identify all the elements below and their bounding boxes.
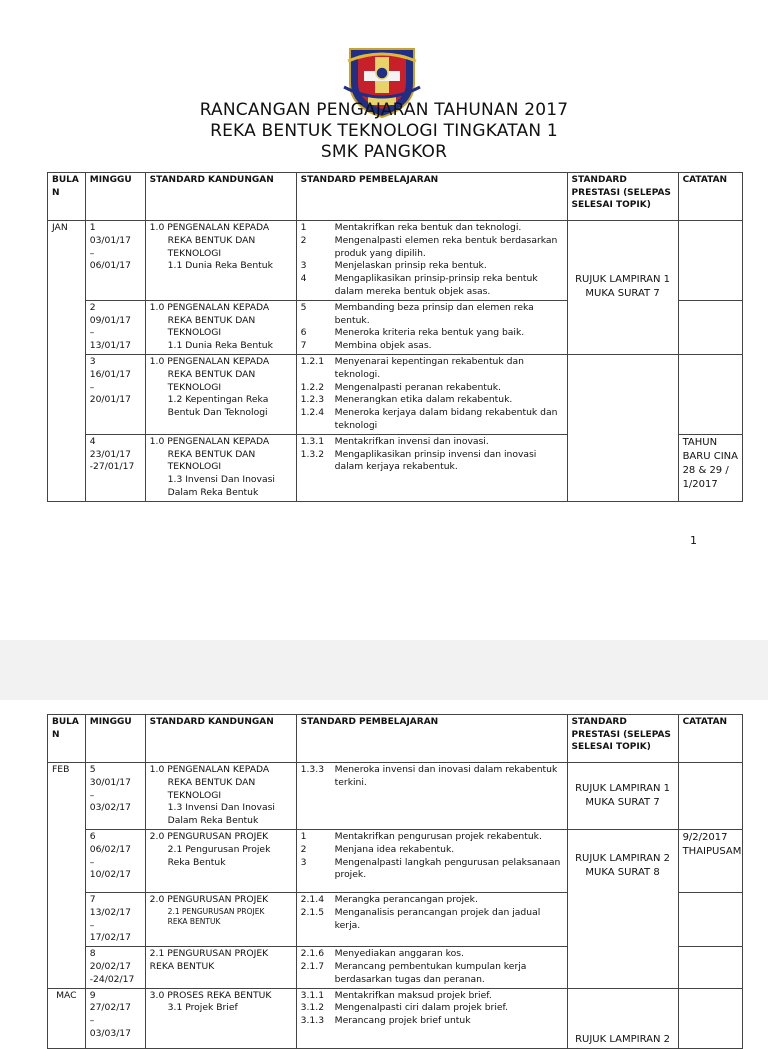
document-page-2 — [0, 700, 768, 1045]
pembelajaran-cell — [296, 763, 567, 830]
page-separator — [0, 640, 768, 700]
week-cell: 4 23/01/17 -27/01/17 — [85, 434, 145, 501]
week-cell: 8 20/02/17 -24/02/17 — [85, 947, 145, 988]
catatan-cell — [678, 947, 742, 988]
list-item: 1 Mentakrifkan pengurusan projek rekabentuk. — [300, 830, 542, 842]
pembelajaran-cell — [296, 221, 567, 301]
prestasi-cell: RUJUK LAMPIRAN 1 MUKA SURAT 7 — [567, 763, 678, 830]
page-number: 1 — [690, 534, 697, 547]
catatan-cell — [678, 354, 742, 434]
week-cell: 6 06/02/17 – 10/02/17 — [85, 829, 145, 892]
catatan-cell — [678, 221, 742, 301]
month-cell: JAN — [48, 221, 86, 502]
table-row — [48, 354, 743, 434]
table-header-row — [48, 173, 743, 221]
catatan-cell — [678, 300, 742, 354]
header-catatan: CATATAN — [678, 715, 742, 763]
week-cell: 7 13/02/17 – 17/02/17 — [85, 892, 145, 946]
prestasi-cell — [567, 354, 678, 501]
pembelajaran-cell — [296, 354, 567, 434]
month-cell: FEB — [48, 763, 86, 989]
kandungan-cell: 2.1 PENGURUSAN PROJEK REKA BENTUK — [145, 947, 296, 988]
list-item: 1 Mentakrifkan reka bentuk dan teknologi. — [300, 222, 522, 233]
week-cell: 9 27/02/17 – 03/03/17 — [85, 988, 145, 1048]
catatan-cell: 9/2/2017 THAIPUSAM — [678, 829, 742, 892]
header-minggu: MINGGU — [85, 173, 145, 221]
pembelajaran-cell — [296, 829, 567, 892]
header-standard-prestasi: STANDARD PRESTASI (SELEPAS SELESAI TOPIK) — [567, 173, 678, 221]
table-header-row — [48, 715, 743, 763]
list-item: 2.1.7 Merancang pembentukan kumpulan kerja berdasarkan tugas dan peranan. — [300, 960, 527, 985]
document-subtitle: REKA BENTUK TEKNOLOGI TINGKATAN 1 — [210, 121, 558, 141]
list-item: 1.3.1 Mentakrifkan invensi dan inovasi. — [300, 435, 489, 447]
yearly-plan-table — [47, 172, 743, 502]
list-item: 1.2.3 Menerangkan etika dalam rekabentuk. — [300, 394, 513, 406]
pembelajaran-cell — [296, 947, 567, 988]
header-bulan: BULA N — [48, 173, 86, 221]
list-item: 3.1.3 Merancang projek brief untuk — [300, 1015, 471, 1027]
table-row — [48, 988, 743, 1048]
kandungan-cell: 3.0 PROSES REKA BENTUK 3.1 Projek Brief — [145, 988, 296, 1048]
list-item: 1.2.1 Menyenarai kepentingan rekabentuk dan teknologi. — [300, 355, 524, 380]
kandungan-cell: 1.0 PENGENALAN KEPADA REKA BENTUK DAN TEKNOLOGI 1.2 Kepentingan Reka Bentuk Dan Teknologi — [145, 354, 296, 434]
list-item: 1.3.3 Meneroka invensi dan inovasi dalam rekabentuk terkini. — [300, 764, 558, 788]
kandungan-cell: 1.0 PENGENALAN KEPADA REKA BENTUK DAN TEKNOLOGI 1.3 Invensi Dan Inovasi Dalam Reka Bentuk — [145, 763, 296, 830]
school-name: SMK PANGKOR — [320, 142, 448, 162]
list-item: 4 Mengaplikasikan prinsip-prinsip reka bentuk dalam mereka bentuk objek asas. — [300, 273, 538, 297]
list-item: 2.1.5 Menganalisis perancangan projek dan jadual kerja. — [300, 906, 541, 931]
header-standard-pembelajaran: STANDARD PEMBELAJARAN — [296, 715, 567, 763]
list-item: 1.2.2 Mengenalpasti peranan rekabentuk. — [300, 381, 501, 393]
week-cell: 1 03/01/17 – 06/01/17 — [85, 221, 145, 301]
month-cell: MAC — [48, 988, 86, 1048]
list-item: 7 Membina objek asas. — [300, 340, 432, 352]
list-item: 2 Mengenalpasti elemen reka bentuk berdasarkan produk yang dipilih. — [300, 234, 558, 259]
catatan-cell — [678, 892, 742, 946]
header-standard-pembelajaran: STANDARD PEMBELAJARAN — [296, 173, 567, 221]
list-item: 3.1.1 Mentakrifkan maksud projek brief. — [300, 989, 492, 1001]
table-row — [48, 829, 743, 892]
kandungan-cell: 2.0 PENGURUSAN PROJEK 2.1 Pengurusan Projek Reka Bentuk — [145, 829, 296, 892]
kandungan-cell: 1.0 PENGENALAN KEPADA REKA BENTUK DAN TEKNOLOGI 1.1 Dunia Reka Bentuk — [145, 300, 296, 354]
header-catatan: CATATAN — [678, 173, 742, 221]
list-item: 6 Meneroka kriteria reka bentuk yang baik. — [300, 327, 525, 339]
list-item: 2.1.4 Merangka perancangan projek. — [300, 893, 478, 905]
catatan-cell: TAHUN BARU CINA 28 & 29 / 1/2017 — [678, 434, 742, 501]
list-item: 5 Membanding beza prinsip dan elemen reka bentuk. — [300, 301, 534, 326]
prestasi-cell: RUJUK LAMPIRAN 2 — [567, 988, 678, 1048]
list-item: 3.1.2 Mengenalpasti ciri dalam projek brief. — [300, 1002, 509, 1014]
kandungan-cell: 1.0 PENGENALAN KEPADA REKA BENTUK DAN TEKNOLOGI 1.1 Dunia Reka Bentuk — [145, 221, 296, 301]
pembelajaran-cell — [296, 892, 567, 946]
pembelajaran-cell — [296, 434, 567, 501]
table-row — [48, 763, 743, 830]
kandungan-cell: 1.0 PENGENALAN KEPADA REKA BENTUK DAN TEKNOLOGI 1.3 Invensi Dan Inovasi Dalam Reka Bentuk — [145, 434, 296, 501]
week-cell: 5 30/01/17 – 03/02/17 — [85, 763, 145, 830]
list-item: 2 Menjana idea rekabentuk. — [300, 843, 455, 855]
list-item: 1.2.4 Meneroka kerjaya dalam bidang rekabentuk dan teknologi — [300, 407, 558, 431]
catatan-cell — [678, 988, 742, 1048]
header-minggu: MINGGU — [85, 715, 145, 763]
list-item: 1.3.2 Mengaplikasikan prinsip invensi dan inovasi dalam kerjaya rekabentuk. — [300, 448, 537, 473]
week-cell: 3 16/01/17 – 20/01/17 — [85, 354, 145, 434]
header-bulan: BULA N — [48, 715, 86, 763]
prestasi-cell: RUJUK LAMPIRAN 2 MUKA SURAT 8 — [567, 829, 678, 988]
week-cell: 2 09/01/17 – 13/01/17 — [85, 300, 145, 354]
list-item: 3 Menjelaskan prinsip reka bentuk. — [300, 260, 487, 272]
header-standard-prestasi: STANDARD PRESTASI (SELEPAS SELESAI TOPIK) — [567, 715, 678, 763]
document-title: RANCANGAN PENGAJARAN TAHUNAN 2017 — [199, 100, 569, 120]
pembelajaran-cell — [296, 300, 567, 354]
table-row — [48, 221, 743, 301]
pembelajaran-cell — [296, 988, 567, 1048]
header-standard-kandungan: STANDARD KANDUNGAN — [145, 715, 296, 763]
yearly-plan-table — [47, 714, 743, 1049]
header-standard-kandungan: STANDARD KANDUNGAN — [145, 173, 296, 221]
list-item: 2.1.6 Menyediakan anggaran kos. — [300, 948, 464, 960]
list-item: 3 Mengenalpasti langkah pengurusan pelaksanaan projek. — [300, 856, 561, 881]
kandungan-cell: 2.0 PENGURUSAN PROJEK 2.1 PENGURUSAN PROJEK REKA BENTUK — [145, 892, 296, 946]
prestasi-cell: RUJUK LAMPIRAN 1 MUKA SURAT 7 — [567, 221, 678, 355]
catatan-cell — [678, 763, 742, 830]
